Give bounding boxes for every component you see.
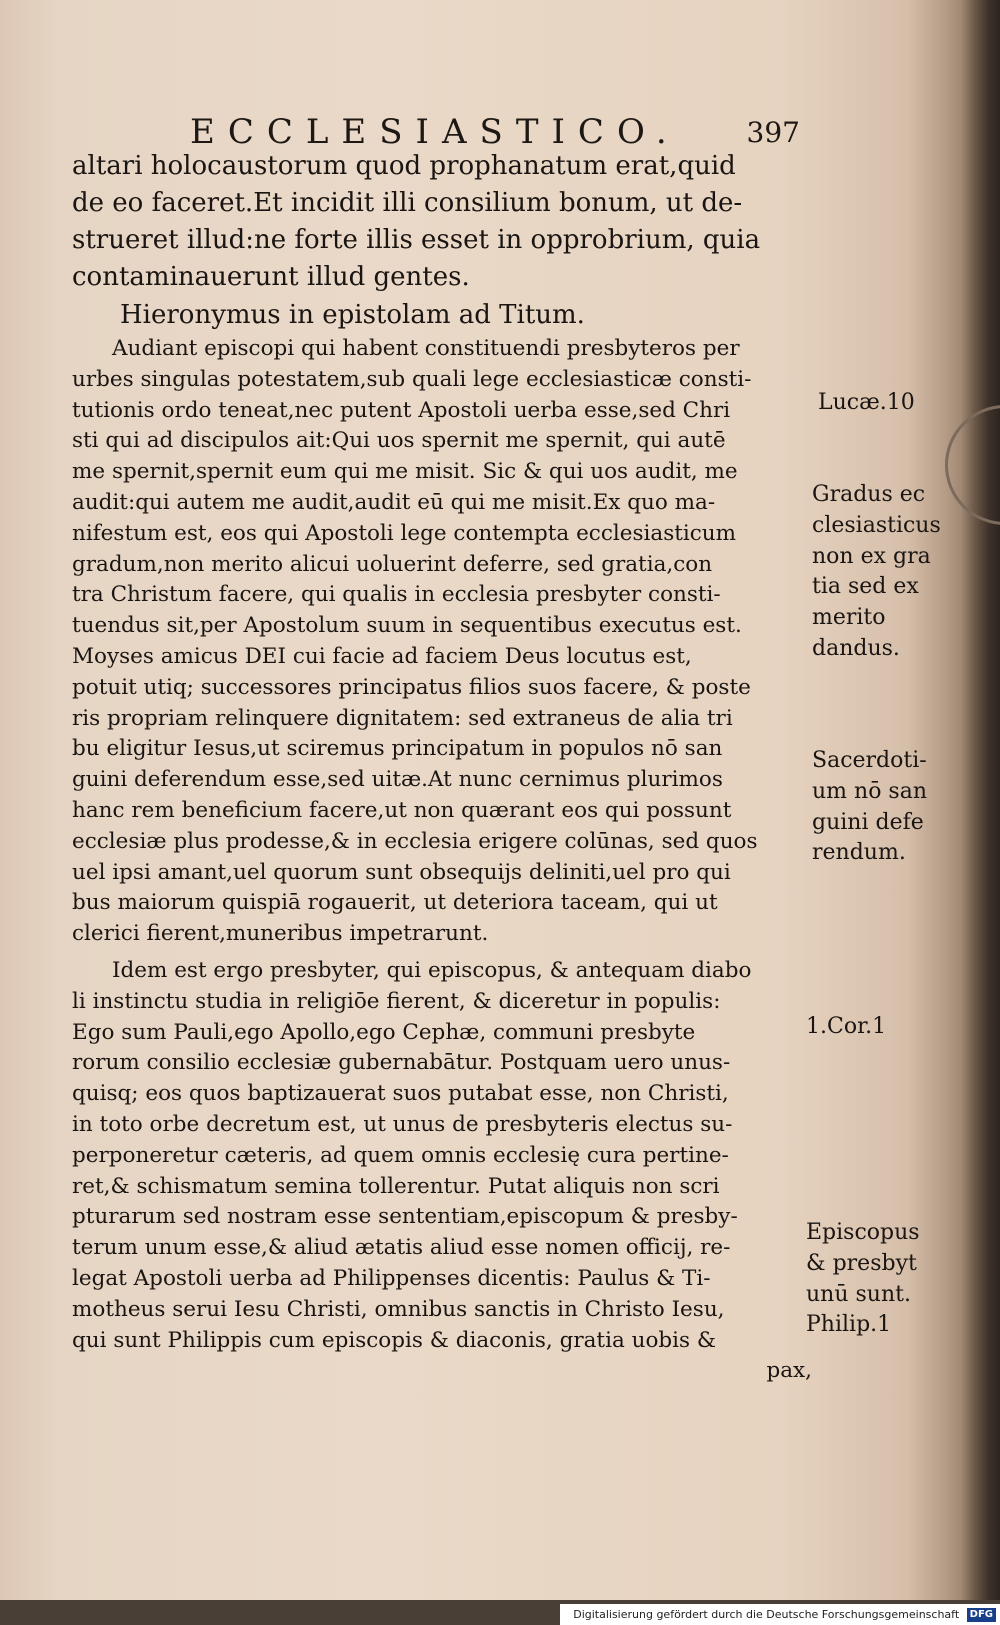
marginal-line: unū sunt. — [806, 1281, 911, 1307]
marginal-line: dandus. — [812, 635, 900, 661]
text-line: contaminauerunt illud gentes. — [72, 262, 470, 292]
catchword: pax, — [766, 1358, 812, 1384]
marginal-line: Philip.1 — [806, 1312, 892, 1338]
marginal-note-cor — [806, 1012, 886, 1043]
text-line: legat Apostoli uerba ad Philippenses dicentis: Paulus & Ti- — [72, 1265, 711, 1291]
marginal-line: guini defe — [812, 809, 924, 835]
digitization-footer — [560, 1604, 1000, 1625]
text-line: tuendus sit,per Apostolum suum in sequentibus executus est. — [72, 613, 742, 639]
text-line: strueret illud:ne forte illis esset in opprobrium, quia — [72, 225, 761, 255]
text-line: uel ipsi amant,uel quorum sunt obsequijs deliniti,uel pro qui — [72, 859, 731, 885]
text-line: altari holocaustorum quod prophanatum erat,quid — [72, 151, 736, 181]
text-line: li instinctu studia in religiōe fierent, & diceretur in populis: — [72, 988, 721, 1014]
text-line: audit:qui autem me audit,audit eū qui me misit.Ex quo ma- — [72, 489, 716, 515]
text-line: sti qui ad discipulos ait:Qui uos spernit me spernit, qui autē — [72, 428, 726, 454]
text-line: Ego sum Pauli,ego Apollo,ego Cephæ, communi presbyte — [72, 1019, 696, 1045]
text-line: pturarum sed nostram esse sententiam,episcopum & presby- — [72, 1204, 738, 1230]
text-line: hanc rem beneficium facere,ut non quærant eos qui possunt — [72, 797, 732, 823]
text-line: perponeretur cæteris, ad quem omnis ecclesię cura pertine- — [72, 1142, 729, 1168]
page-number: 397 — [746, 116, 800, 149]
marginal-line: rendum. — [812, 840, 906, 866]
marginal-note-gradus — [812, 480, 941, 665]
marginal-line: & presbyt — [806, 1250, 917, 1276]
text-line: ecclesiæ plus prodesse,& in ecclesia erigere colūnas, sed quos — [72, 828, 758, 854]
text-line: bu eligitur Iesus,ut sciremus principatum in populos nō san — [72, 736, 723, 762]
marginal-line: Gradus ec — [812, 482, 926, 507]
marginal-line: tia sed ex — [812, 574, 919, 600]
footer-credit: Digitalisierung gefördert durch die Deutsche Forschungsgemeinschaft — [573, 1608, 960, 1621]
text-line: urbes singulas potestatem,sub quali lege ecclesiasticæ consti- — [72, 366, 752, 392]
marginal-note-lucae — [818, 388, 915, 419]
dfg-logo: DFG — [967, 1608, 996, 1622]
text-line: quisq; eos quos baptizauerat suos putabat esse, non Christi, — [72, 1081, 729, 1107]
text-line: me spernit,spernit eum qui me misit. Sic & qui uos audit, me — [72, 459, 738, 485]
text-line: terum unum esse,& aliud ætatis aliud esse nomen officij, re- — [72, 1235, 731, 1261]
text-line: Moyses amicus DEI cui facie ad faciem Deus locutus est, — [72, 643, 692, 669]
text-line: potuit utiq; successores principatus filios suos facere, & poste — [72, 674, 751, 700]
marginal-line: Lucæ.10 — [818, 390, 915, 415]
marginal-line: clesiasticus — [812, 512, 941, 538]
running-head: ECCLESIASTICO. — [190, 112, 680, 152]
text-line: rorum consilio ecclesiæ gubernabātur. Postquam uero unus- — [72, 1050, 731, 1076]
book-spine-edge — [960, 0, 1000, 1600]
text-line: gradum,non merito alicui uoluerint deferre, sed gratia,con — [72, 551, 713, 577]
marginal-note-episcopus — [806, 1218, 920, 1341]
text-line: tra Christum facere, qui qualis in ecclesia presbyter consti- — [72, 582, 721, 608]
body-text — [72, 148, 812, 1387]
marginal-note-sacerdotium — [812, 746, 927, 869]
marginal-line: non ex gra — [812, 543, 931, 569]
marginal-line: um nō san — [812, 778, 928, 804]
text-line: guini deferendum esse,sed uitæ.At nunc cernimus plurimos — [72, 767, 723, 793]
text-line: bus maiorum quispiā rogauerit, ut deteriora taceam, qui ut — [72, 890, 718, 916]
text-line: ris propriam relinquere dignitatem: sed extraneus de alia tri — [72, 705, 733, 731]
page-header — [190, 112, 800, 152]
section-heading: Hieronymus in epistolam ad Titum. — [120, 300, 585, 330]
text-line: in toto orbe decretum est, ut unus de presbyteris electus su- — [72, 1111, 733, 1137]
marginal-line: Episcopus — [806, 1220, 920, 1245]
marginal-line: 1.Cor.1 — [806, 1014, 887, 1039]
text-line: clerici fierent,muneribus impetrarunt. — [72, 921, 489, 947]
text-line: Idem est ergo presbyter, qui episcopus, & antequam diabo — [112, 957, 752, 983]
text-line: Audiant episcopi qui habent constituendi presbyteros per — [112, 336, 740, 361]
text-line: ret,& schismatum semina tollerentur. Putat aliquis non scri — [72, 1173, 720, 1199]
marginal-line: merito — [812, 605, 886, 631]
text-line: de eo faceret.Et incidit illi consilium bonum, ut de- — [72, 188, 743, 218]
text-line: nifestum est, eos qui Apostoli lege contempta ecclesiasticum — [72, 520, 737, 546]
text-line: tutionis ordo teneat,nec putent Apostoli uerba esse,sed Chri — [72, 397, 731, 423]
marginal-line: Sacerdoti- — [812, 748, 927, 773]
text-line: motheus serui Iesu Christi, omnibus sanctis in Christo Iesu, — [72, 1296, 725, 1322]
text-line: qui sunt Philippis cum episcopis & diaconis, gratia uobis & — [72, 1327, 717, 1353]
